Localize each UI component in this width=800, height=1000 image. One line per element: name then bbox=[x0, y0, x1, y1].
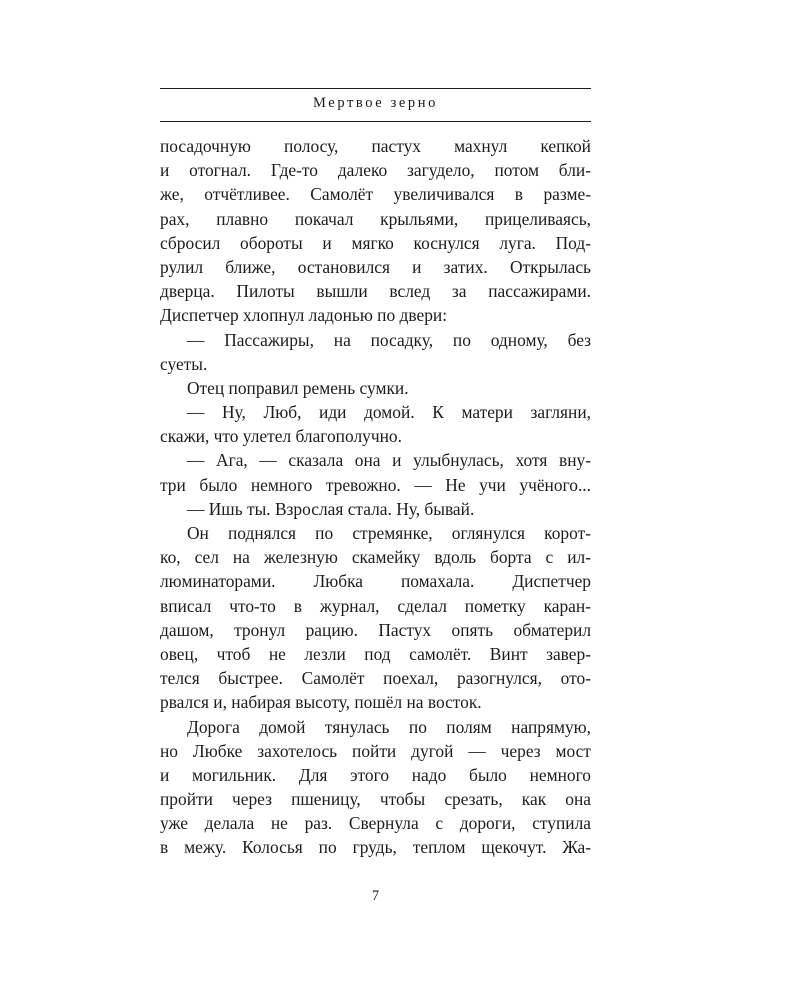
text-line: дверца. Пилоты вышли вслед за пассажирами. bbox=[160, 281, 591, 302]
running-title: Мертвое зерно bbox=[313, 95, 438, 111]
body-text bbox=[160, 134, 591, 860]
text-line: — Пассажиры, на посадку, по одному, без bbox=[187, 329, 591, 350]
text-line: же, отчётливее. Самолёт увеличивался в разме- bbox=[160, 184, 591, 205]
text-line: дашом, тронул рацию. Пастух опять обматерил bbox=[160, 619, 591, 640]
book-page bbox=[160, 0, 591, 1000]
text-line: Он поднялся по стремянке, оглянулся корот- bbox=[187, 523, 591, 543]
text-line: Дорога домой тянулась по полям напрямую, bbox=[187, 716, 591, 737]
page-number: 7 bbox=[371, 888, 380, 904]
text-line: — Ага, — сказала она и улыбнулась, хотя вну- bbox=[187, 450, 591, 471]
text-line: и отогнал. Где-то далеко загудело, потом бли- bbox=[160, 160, 591, 181]
text-line: посадочную полосу, пастух махнул кепкой bbox=[160, 136, 591, 156]
text-line: телся быстрее. Самолёт поехал, разогнулся, ото- bbox=[160, 668, 591, 689]
text-line: пройти через пшеницу, чтобы срезать, как она bbox=[160, 789, 591, 810]
header-rule-bottom bbox=[160, 121, 591, 122]
text-line: но Любке захотелось пойти дугой — через мост bbox=[160, 740, 591, 761]
text-line: ко, сел на железную скамейку вдоль борта с ил- bbox=[160, 547, 591, 568]
text-line: сбросил обороты и мягко коснулся луга. Под- bbox=[160, 232, 591, 253]
text-line: уже делала не раз. Свернула с дороги, ступила bbox=[160, 813, 591, 834]
text-line: суеты. bbox=[160, 353, 208, 374]
text-line: рулил ближе, остановился и затих. Открылась bbox=[160, 256, 591, 277]
text-line: — Ну, Люб, иди домой. К матери загляни, bbox=[187, 402, 591, 423]
text-line: и могильник. Для этого надо было немного bbox=[160, 764, 591, 785]
text-line: скажи, что улетел благополучно. bbox=[160, 426, 402, 447]
text-line: в межу. Колосья по грудь, теплом щекочут. Жа- bbox=[160, 837, 591, 858]
text-line: рах, плавно покачал крыльями, прицеливаясь, bbox=[160, 208, 591, 229]
header-rule-top bbox=[160, 88, 591, 89]
text-line: вписал что-то в журнал, сделал пометку каран- bbox=[160, 595, 591, 616]
text-line: овец, чтоб не лезли под самолёт. Винт завер- bbox=[160, 643, 591, 664]
text-line: Отец поправил ремень сумки. bbox=[187, 377, 409, 398]
text-line: Диспетчер хлопнул ладонью по двери: bbox=[160, 305, 448, 326]
text-line: три было немного тревожно. — Не учи учёного... bbox=[160, 474, 591, 495]
text-line: — Ишь ты. Взрослая стала. Ну, бывай. bbox=[187, 498, 475, 519]
text-line: люминаторами. Любка помахала. Диспетчер bbox=[160, 571, 591, 592]
text-line: рвался и, набирая высоту, пошёл на восток. bbox=[160, 692, 482, 713]
